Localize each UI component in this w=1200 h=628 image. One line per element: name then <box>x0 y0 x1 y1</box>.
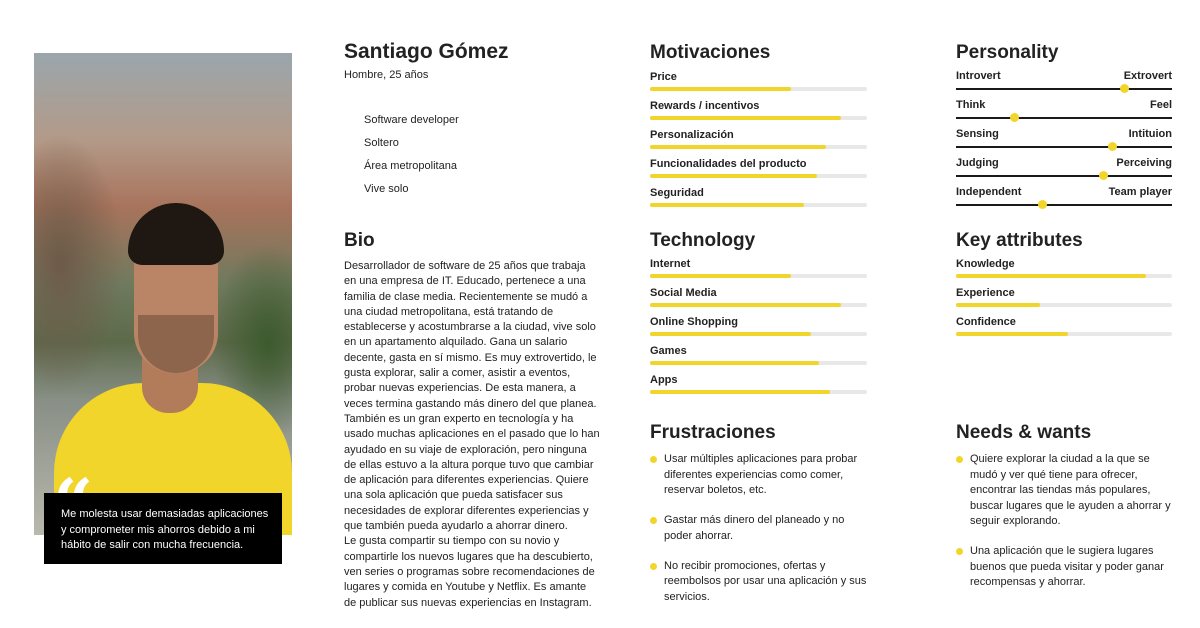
technology-fill <box>650 303 841 307</box>
motivation-label: Seguridad <box>650 187 704 199</box>
personality-item <box>956 186 1172 215</box>
motivation-label: Funcionalidades del producto <box>650 158 807 170</box>
fact-living: Vive solo <box>364 183 409 195</box>
trait-marker <box>1108 142 1117 151</box>
motivation-item <box>650 186 867 215</box>
fact-location: Área metropolitana <box>364 160 457 172</box>
trait-right-label: Intituion <box>1128 128 1172 140</box>
personality-item <box>956 99 1172 128</box>
motivation-label: Personalización <box>650 129 734 141</box>
motivation-item <box>650 99 867 128</box>
needs-list <box>956 452 1176 605</box>
technology-item <box>650 315 867 344</box>
persona-subtitle: Hombre, 25 años <box>344 69 429 81</box>
motivation-track <box>650 145 867 149</box>
trait-marker <box>1099 171 1108 180</box>
fact-status: Soltero <box>364 137 399 149</box>
technology-fill <box>650 390 830 394</box>
personality-title: Personality <box>956 42 1059 63</box>
frustrations-title: Frustraciones <box>650 422 776 443</box>
attribute-label: Experience <box>956 287 1015 299</box>
bio-paragraph: Desarrollador de software de 25 años que trabaja en una empresa de IT. Educado, pertenece a una familia de clase media. Recientemente se mudó a una ciudad metropolitana, está tratando de establecerse y acostumbrarse a la ciudad, vive solo en un apartamento alquilado. Gana un salario decente, gasta en sí mismo. Es muy extrovertido, le gusta explorar, salir a comer, asistir a eventos, probar nuevas experiencias. De esta manera, a veces termina gastando más dinero del que planea. También es un gran experto en tecnología y ha usado muchas aplicaciones en el pasado que lo han ayudado en su viaje de exploración, pero ninguna de ellas estuvo a la altura porque tuvo que cambiar de aplicación para diferentes experiencias. Quiere una sola aplicación que pueda satisfacer sus necesidades de explorar diferentes experiencias y que también pueda ayudarlo a ahorrar dinero. Le gusta compartir su tiempo con su novio y compartirle los nuevos lugares que ha descubierto, ven series o programas sobre recomendaciones de lugares y comida en Youtube y Netflix. Es amante de publicar sus nuevas experiencias en Instagram. <box>344 260 600 609</box>
trait-right-label: Perceiving <box>1116 157 1172 169</box>
technology-label: Social Media <box>650 287 717 299</box>
trait-left-label: Judging <box>956 157 999 169</box>
persona-quote: Me molesta usar demasiadas aplicaciones y comprometer mis ahorros debido a mi hábito de salir con mucha frecuencia. <box>44 493 282 564</box>
key-attributes-list <box>956 257 1172 344</box>
frustration-item: Usar múltiples aplicaciones para probar diferentes experiencias como comer, reservar boletos, etc. <box>650 452 870 499</box>
technology-track <box>650 303 867 307</box>
attribute-label: Confidence <box>956 316 1016 328</box>
motivation-item <box>650 128 867 157</box>
attribute-item <box>956 315 1172 344</box>
trait-marker <box>1120 84 1129 93</box>
attribute-fill <box>956 303 1040 307</box>
trait-left-label: Independent <box>956 186 1022 198</box>
technology-title: Technology <box>650 230 756 251</box>
attribute-item <box>956 286 1172 315</box>
motivation-fill <box>650 116 841 120</box>
technology-item <box>650 344 867 373</box>
motivation-label: Rewards / incentivos <box>650 100 760 112</box>
motivation-track <box>650 87 867 91</box>
motivation-fill <box>650 174 817 178</box>
technology-fill <box>650 274 791 278</box>
attribute-item <box>956 257 1172 286</box>
attribute-label: Knowledge <box>956 258 1015 270</box>
technology-fill <box>650 332 811 336</box>
technology-label: Online Shopping <box>650 316 738 328</box>
frustration-item: No recibir promociones, ofertas y reembolsos por usar una aplicación y sus servicios. <box>650 559 870 606</box>
technology-item <box>650 373 867 402</box>
bio-text <box>344 259 600 611</box>
trait-left-label: Think <box>956 99 986 111</box>
motivations-title: Motivaciones <box>650 42 771 63</box>
technology-list <box>650 257 867 402</box>
personality-item <box>956 70 1172 99</box>
trait-line <box>956 88 1172 90</box>
motivation-fill <box>650 87 791 91</box>
technology-track <box>650 390 867 394</box>
technology-track <box>650 332 867 336</box>
trait-marker <box>1038 200 1047 209</box>
trait-line <box>956 117 1172 119</box>
trait-right-label: Feel <box>1149 99 1172 111</box>
persona-name: Santiago Gómez <box>344 40 509 63</box>
motivations-list <box>650 70 867 215</box>
personality-list <box>956 70 1172 215</box>
personality-item <box>956 157 1172 186</box>
photo-hair <box>128 203 224 265</box>
need-item: Quiere explorar la ciudad a la que se mudó y ver qué tiene para ofrecer, encontrar las tiendas más populares, buscar lugares que le ayuden a ahorrar y seguir explorando. <box>956 452 1176 530</box>
need-item: Una aplicación que le sugiera lugares buenos que pueda visitar y poder ganar recompensas y ahorrar. <box>956 544 1176 591</box>
persona-facts <box>364 109 459 201</box>
trait-left-label: Introvert <box>956 70 1001 82</box>
motivation-track <box>650 174 867 178</box>
motivation-track <box>650 116 867 120</box>
motivation-track <box>650 203 867 207</box>
technology-label: Internet <box>650 258 691 270</box>
motivation-label: Price <box>650 71 677 83</box>
motivation-fill <box>650 203 804 207</box>
key-attributes-title: Key attributes <box>956 230 1083 251</box>
technology-track <box>650 274 867 278</box>
technology-fill <box>650 361 819 365</box>
personality-item <box>956 128 1172 157</box>
trait-left-label: Sensing <box>956 128 999 140</box>
technology-track <box>650 361 867 365</box>
trait-line <box>956 146 1172 148</box>
motivation-fill <box>650 145 826 149</box>
technology-label: Apps <box>650 374 678 386</box>
motivation-item <box>650 157 867 186</box>
technology-item <box>650 286 867 315</box>
frustration-item: Gastar más dinero del planeado y no poder ahorrar. <box>650 513 870 544</box>
attribute-track <box>956 274 1172 278</box>
photo-background-building <box>34 133 124 393</box>
trait-right-label: Extrovert <box>1123 70 1172 82</box>
attribute-track <box>956 303 1172 307</box>
needs-title: Needs & wants <box>956 422 1092 443</box>
attribute-track <box>956 332 1172 336</box>
trait-marker <box>1010 113 1019 122</box>
attribute-fill <box>956 274 1146 278</box>
frustrations-list <box>650 452 870 620</box>
trait-right-label: Team player <box>1108 186 1172 198</box>
motivation-item <box>650 70 867 99</box>
bio-title: Bio <box>344 230 375 251</box>
trait-line <box>956 204 1172 206</box>
technology-item <box>650 257 867 286</box>
trait-line <box>956 175 1172 177</box>
attribute-fill <box>956 332 1068 336</box>
technology-label: Games <box>650 345 687 357</box>
fact-occupation: Software developer <box>364 114 459 126</box>
